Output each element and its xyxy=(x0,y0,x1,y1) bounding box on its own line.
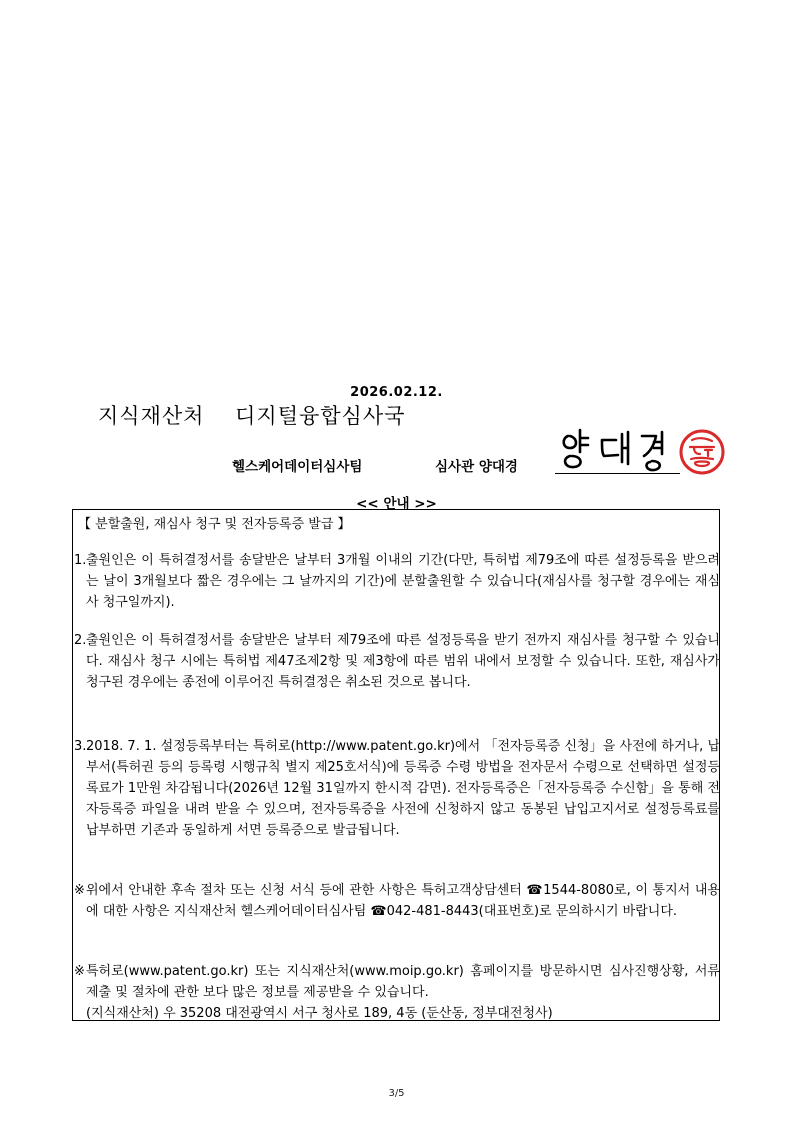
official-seal-icon xyxy=(678,428,726,476)
reference-mark: ※ xyxy=(74,883,85,898)
item-number: 2. xyxy=(74,633,87,648)
notice-website-note xyxy=(74,961,720,1024)
page-number: 3/5 xyxy=(388,1088,405,1099)
notice-item-3 xyxy=(74,736,720,841)
handwritten-signature xyxy=(558,418,683,473)
item-text: 특허로(www.patent.go.kr) 또는 지식재산처(www.moip.go.kr) 홈페이지를 방문하시면 심사진행상황, 서류 제출 및 절차에 관한 보다 많은 정보를 제공받을 수 있습니다. xyxy=(86,964,720,1000)
office-name: 지식재산처 디지털융합심사국 xyxy=(98,404,406,428)
notice-item-2 xyxy=(74,630,720,693)
notice-item-1 xyxy=(74,550,720,613)
signature-line xyxy=(555,473,680,474)
team-name: 헬스케어데이터심사팀 xyxy=(232,459,363,475)
notice-heading: << 안내 >> xyxy=(356,496,437,512)
notice-contact-note xyxy=(74,880,720,922)
item-number: 1. xyxy=(74,553,87,568)
item-text: 출원인은 이 특허결정서를 송달받은 날부터 제79조에 따른 설정등록을 받기 전까지 재심사를 청구할 수 있습니다. 재심사 청구 시에는 특허법 제47조제2항 및 제3항에 따른 범위 내에서 보정할 수 있습니다. 또한, 재심사가 청구된 경우에는 종전에 이루어진 특허결정은 취소된 것으로 봅니다. xyxy=(86,633,720,690)
office-address: (지식재산처) 우 35208 대전광역시 서구 청사로 189, 4동 (둔산동, 정부대전청사) xyxy=(86,1006,553,1021)
document-date: 2026.02.12. xyxy=(350,385,443,400)
item-text: 출원인은 이 특허결정서를 송달받은 날부터 3개월 이내의 기간(다만, 특허법 제79조에 따른 설정등록을 받으려는 날이 3개월보다 짧은 경우에는 그 날까지의 기간)에 분할출원할 수 있습니다(재심사를 청구할 경우에는 재심사 청구일까지). xyxy=(86,553,720,610)
notice-box-title: 【 분할출원, 재심사 청구 및 전자등록증 발급 】 xyxy=(78,517,351,532)
item-text: 2018. 7. 1. 설정등록부터는 특허로(http://www.patent.go.kr)에서 「전자등록증 신청」을 사전에 하거나, 납부서(특허권 등의 등록령 시행규칙 별지 제25호서식)에 등록증 수령 방법을 전자문서 수령으로 선택하면 설정등록료가 1만원 차감됩니다(2026년 12월 31일까지 한시적 감면). 전자등록증은「전자등록증 수신함」을 통해 전자등록증 파일을 내려 받을 수 있으며, 전자등록증을 사전에 신청하지 않고 동봉된 납입고지서로 설정등록료를 납부하면 기존과 동일하게 서면 등록증으로 발급됩니다. xyxy=(86,739,720,838)
reference-mark: ※ xyxy=(74,964,85,979)
item-number: 3. xyxy=(74,739,87,754)
item-text: 위에서 안내한 후속 절차 또는 신청 서식 등에 관한 사항은 특허고객상담센터 ☎1544-8080로, 이 통지서 내용에 대한 사항은 지식재산처 헬스케어데이터심사팀 ☎042-481-8443(대표번호)로 문의하시기 바랍니다. xyxy=(86,883,720,919)
examiner-name: 심사관 양대경 xyxy=(435,459,518,475)
